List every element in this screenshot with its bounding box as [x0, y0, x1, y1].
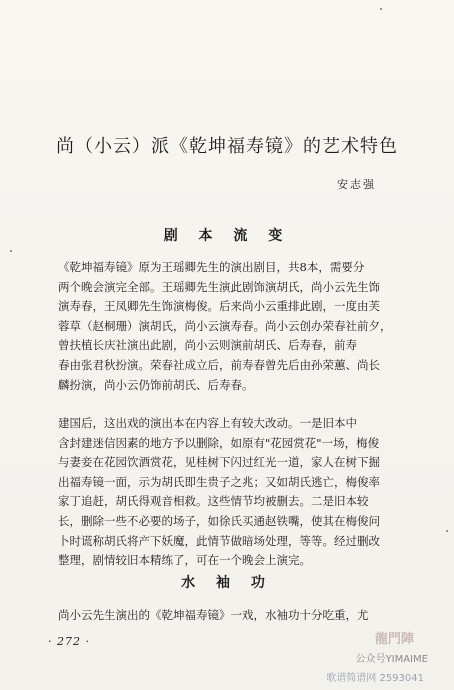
section-heading-script-evolution: 剧 本 流 变: [163, 228, 291, 244]
scan-speck: [380, 8, 382, 10]
section-heading-sleeve-skill: 水 袖 功: [181, 575, 273, 591]
page-number: · 272 ·: [48, 635, 90, 648]
paragraph-line: 卜时谎称胡氏将产下妖魔，此情节做暗场处理，等等。经过删改: [58, 533, 380, 548]
watermark-site: 歌谱简谱网 2593041: [326, 673, 424, 684]
paragraph-line: 春由张君秋扮演。荣春社成立后，前寿春曾先后由孙荣蕙、尚长: [58, 357, 380, 372]
paragraph-line: 与妻妾在花园饮酒赏花，见桂树下闪过红光一道，家人在树下掘: [58, 455, 380, 470]
watermark-logo: 龍門陣: [374, 632, 414, 647]
paragraph-line: 两个晚会演完全部。王瑶卿先生演此剧饰演胡氏，尚小云先生饰: [58, 279, 380, 294]
paragraph-line: 曾扶植长庆社演出此剧，尚小云则演前胡氏、后寿春，前寿: [58, 338, 357, 353]
paragraph-line: 《乾坤福寿镜》原为王瑶卿先生的演出剧目，共8本，需要分: [58, 260, 365, 274]
paragraph-line: 整理，剧情较旧本精练了，可在一个晚会上演完。: [58, 553, 311, 568]
paragraph-line: 尚小云先生演出的《乾坤福寿镜》一戏，水袖功十分吃重，尤: [58, 608, 369, 622]
paragraph-line: 演寿春，王凤卿先生饰演梅俊。后来尚小云重排此剧，一度由芙: [58, 299, 380, 314]
paragraph-2: [58, 414, 396, 571]
paragraph-line: 出福寿镜一面，示为胡氏即生贵子之兆；又如胡氏逃亡，梅俊率: [58, 474, 380, 489]
scan-speck: [10, 250, 12, 252]
paragraph-line: 蓉草（赵桐珊）演胡氏，尚小云演寿春。尚小云创办荣春社前夕，: [58, 318, 392, 333]
paragraph-3: [58, 606, 396, 626]
author-name: 安志强: [337, 178, 376, 191]
paragraph-1: [58, 258, 396, 395]
paragraph-line: 建国后，这出戏的演出本在内容上有较大改动。一是旧本中: [58, 416, 357, 430]
scan-speck: [446, 530, 448, 532]
article-title: 尚（小云）派《乾坤福寿镜》的艺术特色: [56, 136, 398, 158]
watermark-wechat: 公众号YIMAIME: [355, 654, 428, 665]
paragraph-line: 含封建迷信因素的地方予以删除，如原有"花园赏花"一场，梅俊: [58, 435, 380, 450]
paragraph-line: 麟扮演，尚小云仍饰前胡氏、后寿春。: [58, 377, 254, 392]
paragraph-line: 长，删除一些不必要的场子，如徐氏买通赵铁嘴，使其在梅俊问: [58, 513, 380, 528]
paragraph-line: 家丁追赶，胡氏得观音相救。这些情节均被删去。二是旧本较: [58, 494, 369, 509]
